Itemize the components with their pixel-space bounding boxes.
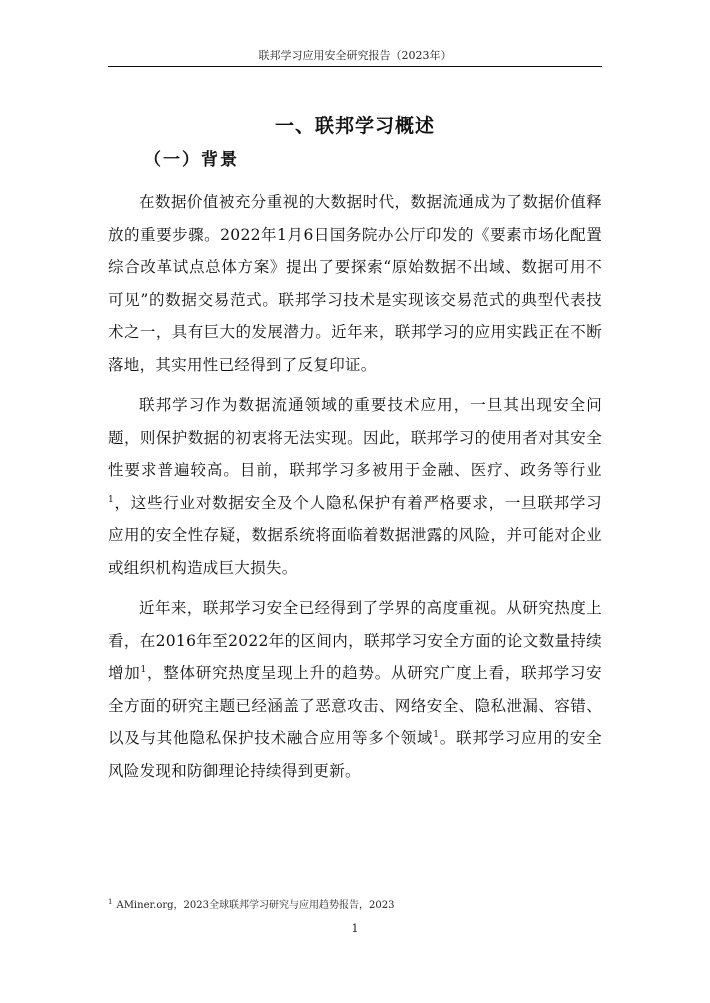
footnote — [108, 899, 602, 913]
paragraph-3 — [108, 592, 602, 787]
paragraph-2-text-a: 联邦学习作为数据流通领域的重要技术应用，一旦其出现安全问题，则保护数据的初衷将无法实现。因此，联邦学习的使用者对其安全性要求普遍较高。目前，联邦学习多被用于金融、医疗、政务等行业 — [108, 396, 602, 479]
paragraph-3-text-c: 。联邦学习应用的安全风险发现和防御理论持续得到更新。 — [108, 729, 602, 780]
footnote-reference[interactable]: 1 — [433, 729, 440, 740]
footnote-reference[interactable]: 1 — [140, 664, 147, 675]
paragraph-3-text-b: ，整体研究热度呈现上升的趋势。从研究广度上看，联邦学习安全方面的研究主题已经涵盖了恶意攻击、网络安全、隐私泄漏、容错、以及与其他隐私保护技术融合应用等多个领域 — [108, 664, 602, 747]
body-text — [108, 186, 602, 795]
paragraph-3-text-a: 近年来，联邦学习安全已经得到了学界的高度重视。从研究热度上看，在2016年至2022年的区间内，联邦学习安全方面的论文数量持续增加 — [108, 599, 602, 682]
paragraph-1: 在数据价值被充分重视的大数据时代，数据流通成为了数据价值释放的重要步骤。2022年1月6日国务院办公厅印发的《要素市场化配置综合改革试点总体方案》提出了要探索“原始数据不出域、数据可用不可见”的数据交易范式。联邦学习技术是实现该交易范式的典型代表技术之一，具有巨大的发展潜力。近年来，联邦学习的应用实践正在不断落地，其实用性已经得到了反复印证。 — [108, 193, 602, 374]
header-divider — [108, 66, 602, 67]
section-title: （一）背景 — [144, 150, 239, 170]
page-number: 1 — [351, 922, 359, 935]
running-header: 联邦学习应用安全研究报告（2023年） — [258, 49, 452, 62]
footnote-reference[interactable]: 1 — [108, 494, 115, 505]
footnote-marker: 1 — [108, 897, 113, 906]
paragraph-2-text-b: ，这些行业对数据安全及个人隐私保护有着严格要求，一旦联邦学习应用的安全性存疑，数据系统将面临着数据泄露的风险，并可能对企业或组织机构造成巨大损失。 — [108, 493, 602, 577]
paragraph-2 — [108, 389, 602, 584]
footnote-text: AMiner.org，2023全球联邦学习研究与应用趋势报告，2023 — [116, 900, 395, 911]
chapter-title: 一、联邦学习概述 — [274, 115, 435, 137]
